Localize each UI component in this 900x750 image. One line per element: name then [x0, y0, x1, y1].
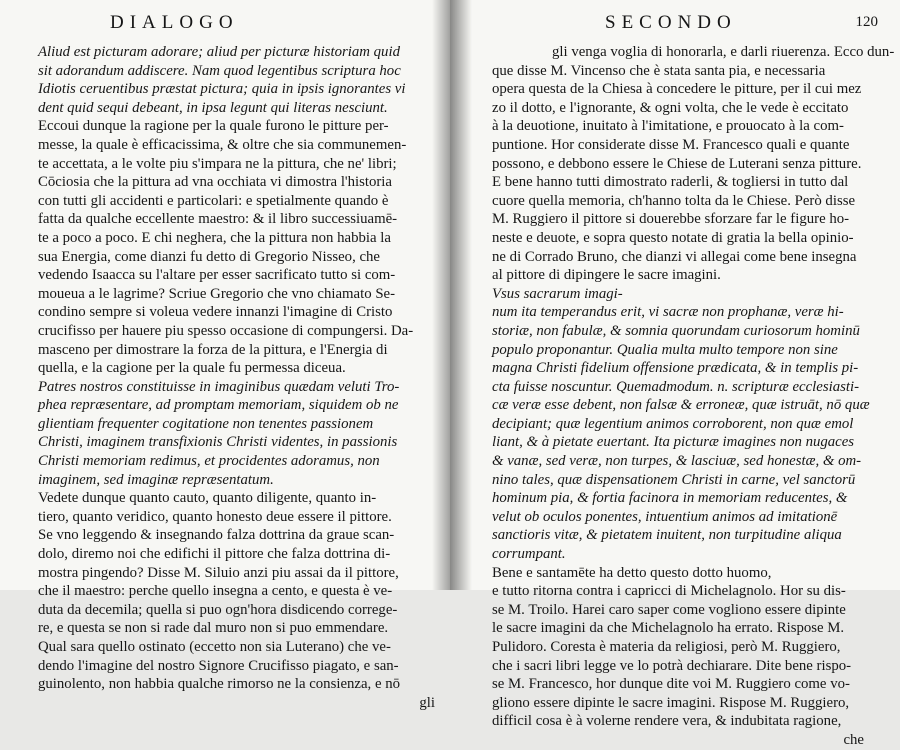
- paragraph: [38, 378, 443, 490]
- text-line: storiæ, non fabulæ, & somnia quorundam curiosorum hominū: [492, 322, 860, 339]
- text-line: crucifisso per hauere piu spesso occasione di compungersi. Da-: [38, 322, 414, 339]
- text-line: phea repræsentare, ad promptam memoriam, siquidem ob ne: [38, 397, 399, 414]
- text-line: Eccoui dunque la ragione per la quale furono le pitture per-: [38, 118, 389, 135]
- text-line: Vsus sacrarum imagi-: [492, 285, 623, 302]
- text-line: num ita temperandus erit, vi sacræ non prophanæ, veræ hi-: [492, 304, 844, 321]
- left-page: [0, 0, 450, 711]
- paragraph: [38, 117, 443, 377]
- text-line: tiero, quanto veridico, quanto honesto deue essere il pittore.: [38, 508, 392, 525]
- paragraph: [492, 43, 895, 285]
- text-line: gli: [419, 694, 435, 711]
- text-line: te accettata, a le volte piu s'impara ne la pittura, che ne' libri;: [38, 155, 397, 172]
- text-line: dolo, diremo noi che edifichi il pittore che falza dottrina di-: [38, 546, 391, 563]
- gutter-shadow: [450, 0, 472, 590]
- text-line: velut ob oculos ponentes, intuentium animos ad imitationē: [492, 508, 838, 525]
- text-line: opera questa de la Chiesa à concedere le pitture, per il cui mez: [492, 81, 862, 98]
- text-line: E bene hanno tutti dimostrato raderli, & togliersi in tutto dal: [492, 174, 849, 191]
- text-line: Patres nostros constituisse in imaginibus quædam veluti Tro-: [38, 378, 400, 395]
- text-line: puntione. Hor considerate disse M. Francesco quali e quante: [492, 136, 850, 153]
- text-line: quella, e la cagione per la quale fu permessa diceua.: [38, 360, 346, 377]
- text-line: hominum pia, & fortia facinora in memoriam reducentes, &: [492, 490, 848, 507]
- text-line: duta da decemila; quella si puo ogn'hora disdicendo correge-: [38, 601, 398, 618]
- paragraph: [38, 43, 443, 117]
- running-header-right: SECONDO: [605, 12, 737, 33]
- text-line: al pittore di dipingere le sacre imagini.: [492, 267, 721, 284]
- gutter-shadow: [432, 0, 450, 590]
- text-line: corrumpant.: [492, 546, 566, 563]
- text-line: re, e questa se non si rade dal muro non si puo emmendare.: [38, 620, 389, 637]
- text-line: se M. Troilo. Harei caro saper come vogliono essere dipinte: [492, 601, 846, 618]
- text-line: messe, la quale è efficacissima, & oltre che sia communemen-: [38, 136, 407, 153]
- text-line: decipiant; quæ legentium animos corroborent, non quæ emol: [492, 415, 854, 432]
- text-line: M. Ruggiero il pittore si douerebbe sforzare far le figure ho-: [492, 211, 850, 228]
- paragraph: [492, 285, 872, 564]
- text-line: Qual sara quello ostinato (eccetto non sia Luterano) che ve-: [38, 639, 391, 655]
- text-line: Vedete dunque quanto cauto, quanto diligente, quanto in-: [38, 490, 377, 507]
- text-line: ne di Corrado Bruno, che dianzi vi allegai come bene insegna: [492, 248, 857, 265]
- right-page-text: [492, 43, 895, 750]
- text-line: te a poco a poco. E chi neghera, che la pittura non habbia la: [38, 229, 391, 246]
- text-line: Christi memoriam redimus, et procidentes adoramus, non: [38, 453, 380, 470]
- right-page: [450, 0, 900, 748]
- text-line: gliono essere dipinte le sacre imagini. Rispose M. Ruggiero,: [492, 694, 850, 711]
- text-line: & vanæ, sed veræ, non turpes, & lasciuæ, sed honestæ, & om-: [492, 453, 862, 470]
- text-line: dent quid sequi debeant, in ipsa legunt qui literas nesciunt.: [38, 99, 388, 116]
- text-line: che i sacri libri legge ve lo potrà dechiarare. Dite bene rispo-: [492, 657, 852, 674]
- text-line: mostra pingendo? Disse M. Siluio anzi piu assai da il pittore,: [38, 564, 399, 581]
- text-line: Aliud est picturam adorare; aliud per picturæ historiam quid: [38, 44, 400, 60]
- text-line: glientiam frequenter cogitatione non tenentes passionem: [38, 415, 374, 432]
- text-line: zo il dotto, e l'ignorante, & ogni volta, che le vede è eccitato: [492, 99, 849, 116]
- text-line: fatta da qualche eccellente maestro: & il libro successiuamē-: [38, 211, 398, 228]
- page-number: 120: [855, 14, 878, 30]
- text-line: Pulidoro. Coresta è materia da religiosi, però M. Ruggiero,: [492, 639, 841, 655]
- text-line: se M. Francesco, hor dunque dite voi M. Ruggiero come vo-: [492, 676, 850, 693]
- text-line: Idiotis ceruentibus præstat pictura; quia in ipsis ignorantes vi: [38, 81, 406, 98]
- text-line: che: [843, 731, 864, 748]
- text-line: masceno per dimostrare la forza de la pittura, e l'Energia di: [38, 341, 388, 358]
- text-line: vedendo Isaacca su l'altare per esser sacrificato tutto si com-: [38, 267, 396, 284]
- text-line: le sacre imagini da che Michelagnolo ha errato. Rispose M.: [492, 620, 845, 637]
- text-line: e tutto ritorna contra i capricci di Michelagnolo. Hor su dis-: [492, 583, 846, 600]
- text-line: cuore quella memoria, ch'hanno tolta da le Chiese. Però disse: [492, 192, 856, 209]
- text-line: possono, e debbono essere le Chiese de Luterani senza pitture.: [492, 155, 862, 172]
- text-line: neste e deuote, e sopra questo notate di gratia la bella opinio-: [492, 229, 854, 246]
- text-line: gli venga voglia di honorarla, e darli riuerenza. Ecco dun-: [552, 44, 895, 60]
- text-line: guinolento, non habbia qualche rimorso ne la consienza, e nō: [38, 676, 401, 693]
- paragraph: [492, 564, 872, 750]
- text-line: condino sempre si voleua vedere innanzi l'imagine di Cristo: [38, 304, 393, 321]
- text-line: moueua a le lagrime? Scriue Gregorio che vno chiamato Se-: [38, 285, 396, 302]
- text-line: sua Energia, come dianzi fu detto di Gregorio Nisseo, che: [38, 248, 381, 265]
- text-line: magna Christi fidelium offensione prædicata, & in templis pi-: [492, 360, 859, 377]
- text-line: che il maestro: perche quello insegna a cento, e questa è ve-: [38, 583, 393, 600]
- text-line: Christi, imaginem transfixionis Christi videntes, in passionis: [38, 434, 398, 451]
- paragraph: [38, 489, 443, 712]
- text-line: difficil cosa è à volerne rendere vera, & indubitata ragione,: [492, 713, 842, 730]
- text-line: cæ veræ esse debent, non falsæ & erroneæ, quæ istruāt, nō quæ: [492, 397, 870, 414]
- text-line: à la deuotione, inuitato à l'imitatione, e prouocato à la com-: [492, 118, 844, 135]
- left-page-text: [38, 43, 443, 712]
- text-line: sanctioris vitæ, & pietatem inuitent, non turpitudine aliqua: [492, 527, 842, 544]
- text-line: que disse M. Vincenso che è stata santa pia, e necessaria: [492, 62, 826, 79]
- text-line: liant, & à pietate euertant. Ita picturæ imagines non nugaces: [492, 434, 855, 451]
- text-line: imaginem, sed imaginæ repræsentatum.: [38, 471, 274, 488]
- text-line: cta fuisse noscuntur. Quemadmodum. n. scripturæ ecclesiasti-: [492, 378, 860, 395]
- text-line: sit adorandum addiscere. Nam quod legentibus scriptura hoc: [38, 62, 401, 79]
- text-line: dendo l'imagine del nostro Signore Crucifisso piagato, e san-: [38, 657, 399, 674]
- text-line: Cōciosia che la pittura ad vna occhiata vi dimostra l'historia: [38, 174, 392, 191]
- text-line: populo proponantur. Qualia multa multo tempore non sine: [492, 341, 838, 358]
- text-line: con tutti gli accidenti e particolari: e spetialmente quando è: [38, 192, 389, 209]
- text-line: Se vno leggendo & insegnando falza dottrina da graue scan-: [38, 527, 395, 544]
- text-line: Bene e santamēte ha detto questo dotto huomo,: [492, 564, 772, 581]
- running-header-left: DIALOGO: [110, 12, 239, 33]
- text-line: nino tales, quæ dispensationem Christi in carne, vel sanctorū: [492, 471, 856, 488]
